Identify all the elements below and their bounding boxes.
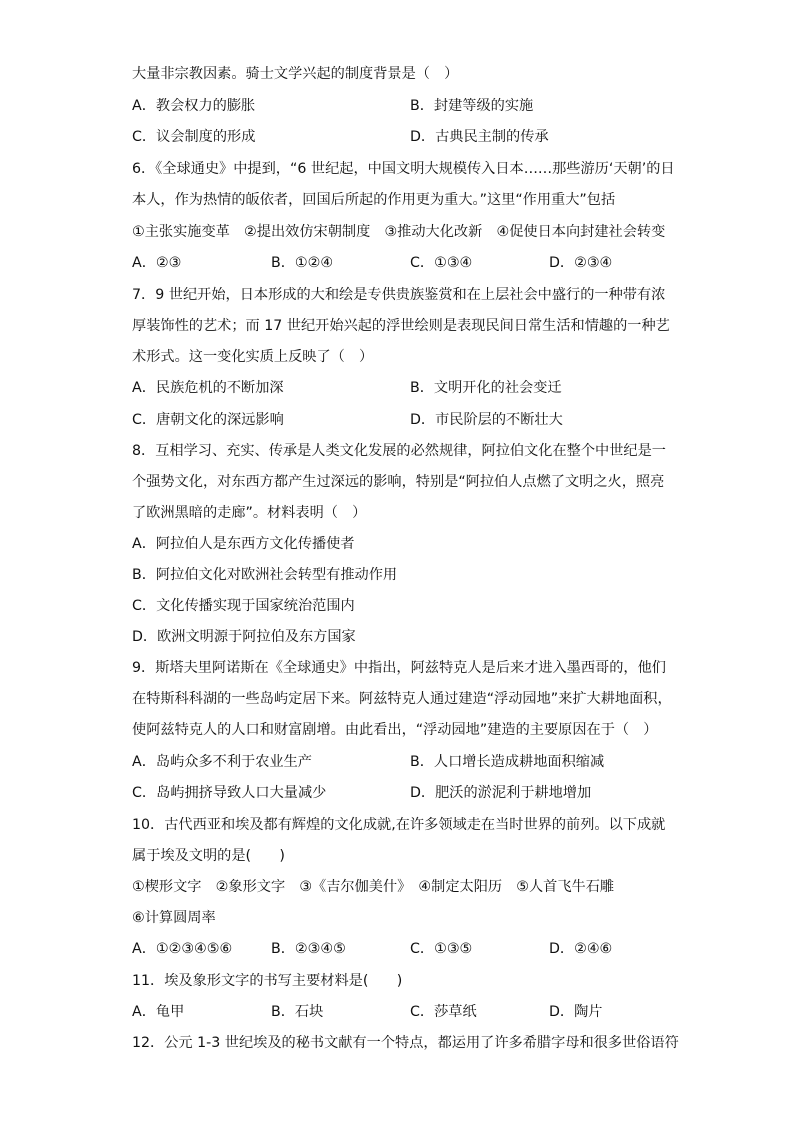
q11-option-d: D．陶片 (549, 1004, 603, 1020)
q8-option-c: C．文化传播实现于国家统治范围内 (132, 598, 355, 614)
q11-option-c: C．莎草纸 (410, 1004, 477, 1020)
q7-option-a: A．民族危机的不断加深 (132, 380, 284, 396)
q5-option-b: B．封建等级的实施 (410, 98, 534, 114)
q9-stem-line-1: 9．斯塔夫里阿诺斯在《全球通史》中指出，阿兹特克人是后来才进入墨西哥的，他们 (132, 660, 666, 676)
q8-stem-line-3: 了欧洲黑暗的走廊”。材料表明（ ） (132, 505, 367, 521)
q10-items-line-2: ⑥计算圆周率 (132, 910, 216, 926)
q9-stem-line-3: 使阿兹特克人的人口和财富剧增。由此看出，“浮动园地”建造的主要原因在于（ ） (132, 722, 658, 738)
q12-stem-line-1: 12．公元 1-3 世纪埃及的秘书文献有一个特点，都运用了许多希腊字母和很多世俗语符 (132, 1035, 679, 1051)
q9-option-a: A．岛屿众多不利于农业生产 (132, 754, 312, 770)
q5-option-d: D．古典民主制的传承 (410, 129, 549, 145)
q6-stem-line-1: 6．《全球通史》中提到，“6 世纪起，中国文明大规模传入日本……那些游历‘天朝’的日 (132, 161, 675, 177)
q9-option-c: C．岛屿拥挤导致人口大量减少 (132, 785, 327, 801)
q10-option-c: C．①③⑤ (410, 941, 473, 957)
q8-stem-line-1: 8．互相学习、充实、传承是人类文化发展的必然规律，阿拉伯文化在整个中世纪是一 (132, 443, 666, 459)
q5-stem: 大量非宗教因素。骑士文学兴起的制度背景是（ ） (132, 66, 459, 82)
q6-option-a: A．②③ (132, 255, 182, 271)
q9-option-d: D．肥沃的淤泥利于耕地增加 (410, 785, 592, 801)
q11-option-a: A．龟甲 (132, 1004, 185, 1020)
q10-option-d: D．②④⑥ (549, 941, 613, 957)
q9-stem-line-2: 在特斯科科湖的一些岛屿定居下来。阿兹特克人通过建造“浮动园地”来扩大耕地面积， (132, 691, 672, 707)
q6-option-d: D．②③④ (549, 255, 613, 271)
q10-stem-line-2: 属于埃及文明的是( ) (132, 848, 285, 864)
q10-option-b: B．②③④⑤ (271, 941, 346, 957)
q7-stem-line-2: 厚装饰性的艺术；而 17 世纪开始兴起的浮世绘则是表现民间日常生活和情趣的一种艺 (132, 318, 670, 334)
q8-stem-line-2: 个强势文化，对东西方都产生过深远的影响，特别是“阿拉伯人点燃了文明之火，照亮 (132, 474, 665, 490)
q8-option-b: B．阿拉伯文化对欧洲社会转型有推动作用 (132, 567, 398, 583)
q6-option-c: C．①③④ (410, 255, 473, 271)
q11-option-b: B．石块 (271, 1004, 324, 1020)
q10-option-a: A．①②③④⑤⑥ (132, 941, 233, 957)
q9-option-b: B．人口增长造成耕地面积缩减 (410, 754, 605, 770)
q5-option-c: C．议会制度的形成 (132, 129, 256, 145)
q8-option-a: A．阿拉伯人是东西方文化传播使者 (132, 536, 355, 552)
q11-stem: 11．埃及象形文字的书写主要材料是( ) (132, 973, 403, 989)
q6-option-b: B．①②④ (271, 255, 334, 271)
q10-items-line-1: ①楔形文字 ②象形文字 ③《吉尔伽美什》 ④制定太阳历 ⑤人首飞牛石雕 (132, 879, 615, 895)
q6-items: ①主张实施变革 ②提出效仿宋朝制度 ③推动大化改新 ④促使日本向封建社会转变 (132, 224, 666, 240)
q8-option-d: D．欧洲文明源于阿拉伯及东方国家 (132, 629, 356, 645)
q7-stem-line-1: 7．9 世纪开始，日本形成的大和绘是专供贵族鉴赏和在上层社会中盛行的一种带有浓 (132, 287, 666, 303)
q7-stem-line-3: 术形式。这一变化实质上反映了（ ） (132, 349, 374, 365)
q5-option-a: A．教会权力的膨胀 (132, 98, 256, 114)
q7-option-d: D．市民阶层的不断壮大 (410, 412, 563, 428)
q6-stem-line-2: 本人，作为热情的皈依者，回国后所起的作用更为重大。”这里“作用重大”包括 (132, 192, 616, 208)
q7-option-b: B．文明开化的社会变迁 (410, 380, 562, 396)
q10-stem-line-1: 10．古代西亚和埃及都有辉煌的文化成就,在许多领域走在当时世界的前列。以下成就 (132, 817, 666, 833)
q7-option-c: C．唐朝文化的深远影响 (132, 412, 284, 428)
